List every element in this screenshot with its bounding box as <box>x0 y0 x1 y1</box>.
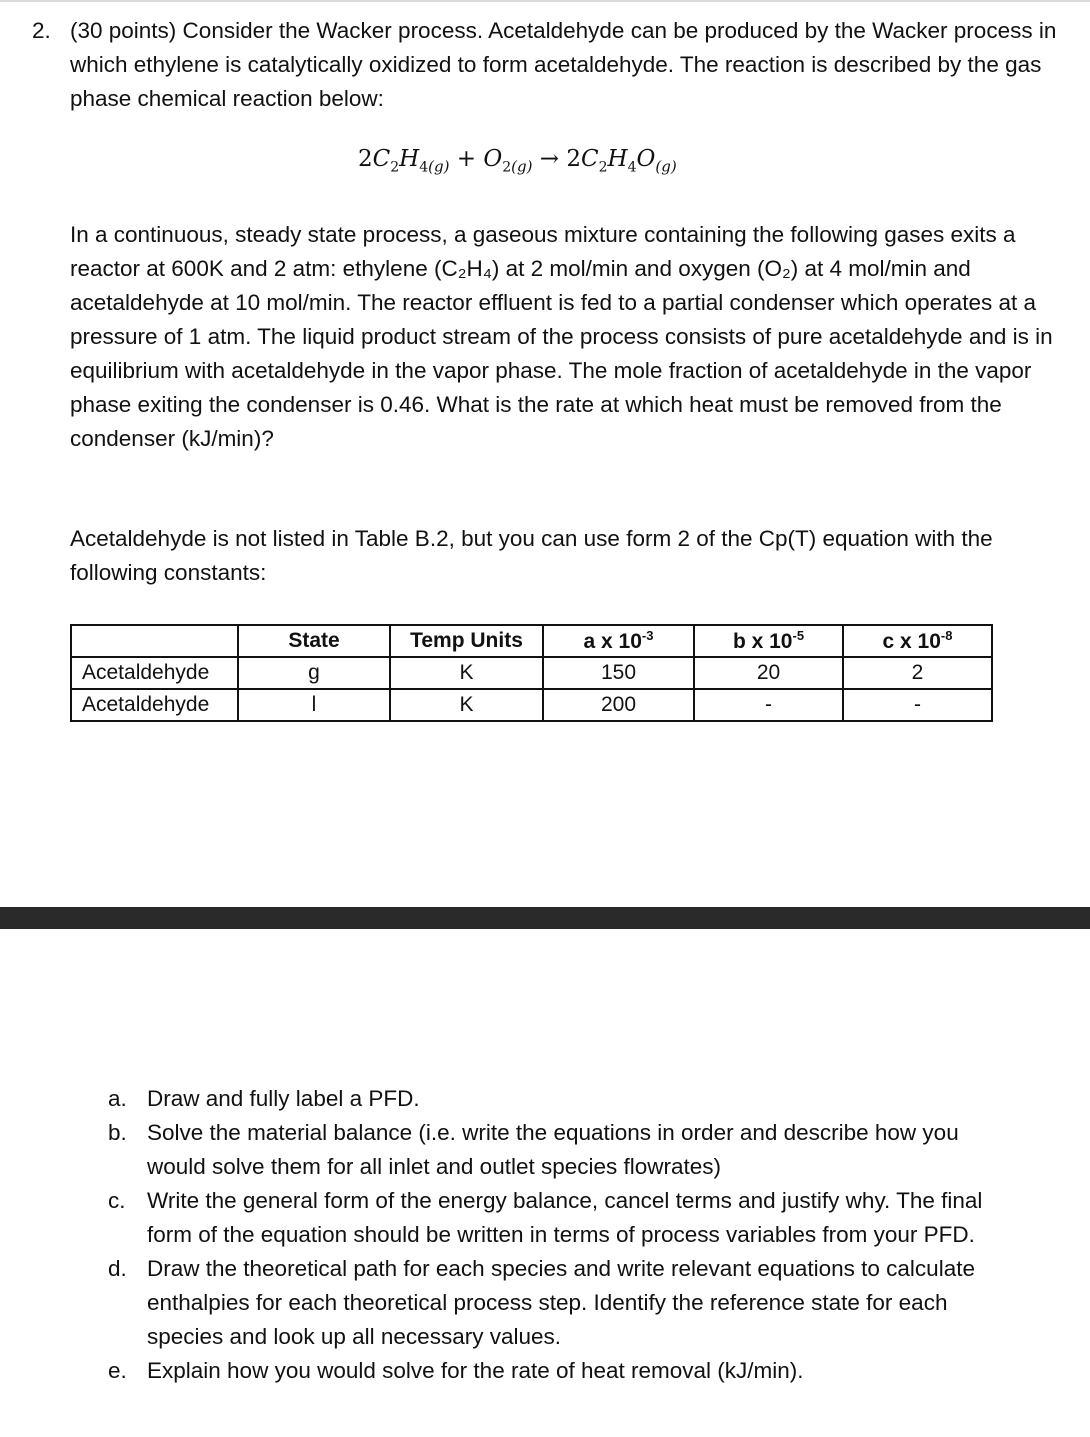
header-state: State <box>238 625 390 657</box>
part-text: Write the general form of the energy balance, cancel terms and justify why. The final form of the equation should be written in terms of process variables from your PFD. <box>147 1188 983 1247</box>
eq-arrow: → <box>539 146 560 172</box>
cell-b: 20 <box>694 657 843 689</box>
eq-el-h1: H <box>399 146 420 172</box>
cell-state: g <box>238 657 390 689</box>
table-header-row <box>71 625 992 657</box>
eq-plus: + <box>456 146 477 172</box>
cell-temp-units: K <box>390 689 543 721</box>
eq-el-o3: O <box>636 146 656 172</box>
list-item <box>108 1082 998 1116</box>
header-blank <box>71 625 238 657</box>
cell-species: Acetaldehyde <box>71 657 238 689</box>
cell-c: - <box>843 689 992 721</box>
header-c: c x $10^{-8}$ <box>843 625 992 657</box>
question-intro: (30 points) Consider the Wacker process. Acetaldehyde can be produced by the Wacker process in which ethylene is catalytically oxidized to form acetaldehyde. The reaction is described by the gas phase chemical reaction below: <box>70 18 1057 111</box>
cell-a: 150 <box>543 657 694 689</box>
header-temp-units: Temp Units <box>390 625 543 657</box>
eq-sub-c1: 2 <box>390 159 400 176</box>
page-separator-bar <box>0 907 1090 929</box>
eq-phase-2: (g) <box>511 157 533 176</box>
cell-temp-units: K <box>390 657 543 689</box>
eq-sub-h3: 4 <box>627 159 637 176</box>
eq-coef-1: 2 <box>358 146 373 172</box>
eq-phase-3: (g) <box>655 157 677 176</box>
table-row <box>71 689 992 721</box>
reaction-equation <box>358 146 677 176</box>
list-item <box>108 1184 998 1252</box>
list-item <box>108 1252 998 1354</box>
cell-b: - <box>694 689 843 721</box>
list-item <box>108 1354 998 1388</box>
part-label: d. <box>108 1256 127 1281</box>
eq-el-c3: C <box>581 146 599 172</box>
list-item <box>108 1116 998 1184</box>
cp-note: Acetaldehyde is not listed in Table B.2, but you can use form 2 of the Cp(T) equation with the following constants: <box>70 526 993 585</box>
cell-c: 2 <box>843 657 992 689</box>
header-b: b x $10^{-5}$ <box>694 625 843 657</box>
part-label: a. <box>108 1086 127 1111</box>
eq-phase-1: (g) <box>428 157 450 176</box>
part-text: Solve the material balance (i.e. write the equations in order and describe how you would solve them for all inlet and outlet species flowrates) <box>147 1120 959 1179</box>
eq-el-o: O <box>483 146 503 172</box>
part-label: b. <box>108 1120 127 1145</box>
question-number: 2. <box>32 18 51 43</box>
part-label: e. <box>108 1358 127 1383</box>
eq-sub-c3: 2 <box>598 159 608 176</box>
cp-constants-table <box>70 624 993 722</box>
part-text: Draw and fully label a PFD. <box>147 1086 420 1111</box>
problem-paragraph: In a continuous, steady state process, a gaseous mixture containing the following gases exits a reactor at 600K and 2 atm: ethylene (C₂H₄) at 2 mol/min and oxygen (O₂) at 4 mol/min and acetaldehyde at 10 mol/min. The reactor effluent is fed to a partial condenser which operates at a pressure of 1 atm. The liquid product stream of the process consists of pure acetaldehyde and is in equilibrium with acetaldehyde in the vapor phase. The mole fraction of acetaldehyde in the vapor phase exiting the condenser is 0.46. What is the rate at which heat must be removed from the condenser (kJ/min)? <box>70 222 1053 451</box>
header-a: a x $10^{-3}$ <box>543 625 694 657</box>
eq-el-c1: C <box>372 146 391 172</box>
eq-sub-h1: 4 <box>419 159 429 176</box>
cell-state: l <box>238 689 390 721</box>
part-text: Explain how you would solve for the rate of heat removal (kJ/min). <box>147 1358 804 1383</box>
part-label: c. <box>108 1188 126 1213</box>
eq-sub-o: 2 <box>502 159 512 176</box>
part-text: Draw the theoretical path for each species and write relevant equations to calculate enthalpies for each theoretical process step. Identify the reference state for each species and look up all necessary values. <box>147 1256 975 1349</box>
table-row <box>71 657 992 689</box>
cell-a: 200 <box>543 689 694 721</box>
parts-list <box>108 1082 998 1388</box>
cell-species: Acetaldehyde <box>71 689 238 721</box>
top-divider <box>0 0 1090 2</box>
eq-el-h3: H <box>607 146 628 172</box>
eq-coef-3: 2 <box>566 146 582 172</box>
